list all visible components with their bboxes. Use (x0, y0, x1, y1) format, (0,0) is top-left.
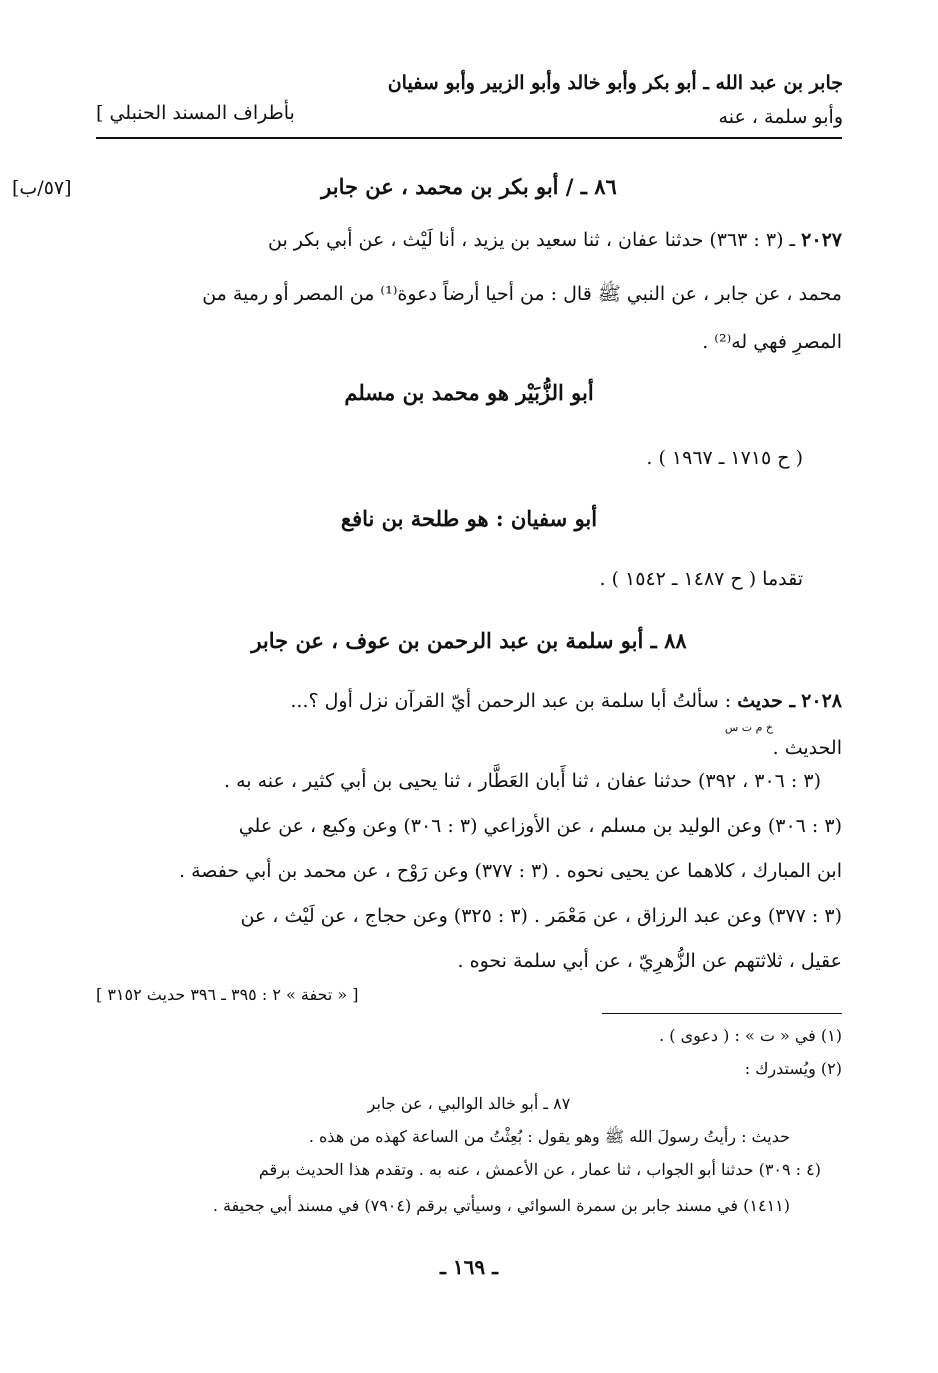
footnote-rule (602, 1013, 842, 1014)
hadith-text: ـ (٣ : ٣٦٣) حدثنا عفان ، ثنا سعيد بن يزيد ، أنا لَيْث ، عن أبي بكر بن (268, 229, 796, 251)
page-number: ـ ١٦٩ ـ (440, 1255, 498, 1279)
hadith-2028-line-5: ابن المبارك ، كلاهما عن يحيى نحوه . (٣ : ٣٧٧) وعن رَوْح ، عن محمد بن أبي حفصة . (179, 860, 842, 882)
hadith-text: : سألتُ أبا سلمة بن عبد الرحمن أيّ القرآن نزل أول ؟... (290, 690, 732, 712)
hadith-2028-line-1 (96, 690, 842, 712)
hadith-2028-line-2: الحديث . (772, 737, 842, 759)
hadith-2027-line-3: المصرِ فهي له⁽²⁾ . (702, 331, 842, 353)
hadith-number: ٢٠٢٧ (801, 229, 842, 251)
tuhfa-reference: [ « تحفة » ٢ : ٣٩٥ ـ ٣٩٦ حديث ٣١٥٢ ] (96, 985, 359, 1004)
zubayr-heading: أبو الزُّبَيْر هو محمد بن مسلم (344, 380, 594, 405)
hadith-2028-line-3: (٣ : ٣٠٦ ، ٣٩٢) حدثنا عفان ، ثنا أَبان العَطَّار ، ثنا يحيى بن أبي كثير ، عنه به . (223, 770, 821, 792)
hadith-2027-line-1 (96, 229, 842, 251)
hadith-2028-line-6: (٣ : ٣٧٧) وعن عبد الرزاق ، عن مَعْمَر . (٣ : ٣٢٥) وعن حجاج ، عن لَيْث ، عن (240, 905, 842, 927)
section-heading-86: ٨٦ ـ / أبو بكر بن محمد ، عن جابر (321, 174, 617, 199)
header-rule (96, 137, 842, 139)
hadith-2028-line-4: (٣ : ٣٠٦) وعن الوليد بن مسلم ، عن الأوزاعي (٣ : ٣٠٦) وعن وكيع ، عن علي (238, 815, 842, 837)
sigla: خ م ت س (724, 721, 773, 734)
header-line-2: وأبو سلمة ، عنه (718, 106, 843, 128)
book-title: بأطراف المسند الحنبلي ] (96, 102, 295, 124)
hadith-2027-line-2: محمد ، عن جابر ، عن النبي ﷺ قال : من أحيا أرضاً دعوة⁽¹⁾ من المصر أو رمية من (202, 283, 842, 305)
sufyan-heading: أبو سفيان : هو طلحة بن نافع (340, 506, 598, 531)
running-header (323, 66, 843, 134)
footnote-sub-heading: ٨٧ ـ أبو خالد الوالبي ، عن جابر (367, 1094, 571, 1113)
sufyan-ref: تقدما ( ح ١٤٨٧ ـ ١٥٤٢ ) . (599, 568, 803, 590)
footnote-1: (١) في « ت » : ( دعوى ) . (659, 1026, 842, 1045)
hadith-number: ٢٠٢٨ (801, 690, 842, 712)
footnote-line-2: (٤ : ٣٠٩) حدثنا أبو الجواب ، ثنا عمار ، عن الأعمش ، عنه به . وتقدم هذا الحديث برقم (258, 1160, 821, 1179)
footnote-line-3: (١٤١١) في مسند جابر بن سمرة السوائي ، وسيأتي برقم (٧٩٠٤) في مسند أبي جحيفة . (212, 1196, 790, 1215)
margin-reference: [٥٧/ب] (12, 177, 72, 199)
section-heading-88: ٨٨ ـ أبو سلمة بن عبد الرحمن بن عوف ، عن جابر (251, 628, 687, 653)
footnote-2: (٢) ويُستدرك : (744, 1059, 842, 1078)
hadith-2028-line-7: عقيل ، ثلاثتهم عن الزُّهرِيّ ، عن أبي سلمة نحوه . (457, 950, 842, 972)
footnote-line-1: حديث : رأيتُ رسولَ الله ﷺ وهو يقول : بُعِثْتُ من الساعة كهذه من هذه . (308, 1127, 790, 1146)
zubayr-ref: ( ح ١٧١٥ ـ ١٩٦٧ ) . (646, 447, 803, 469)
hadith-label: ـ حديث (737, 690, 796, 712)
header-line-1: جابر بن عبد الله ـ أبو بكر وأبو خالد وأبو الزبير وأبو سفيان (387, 72, 843, 94)
